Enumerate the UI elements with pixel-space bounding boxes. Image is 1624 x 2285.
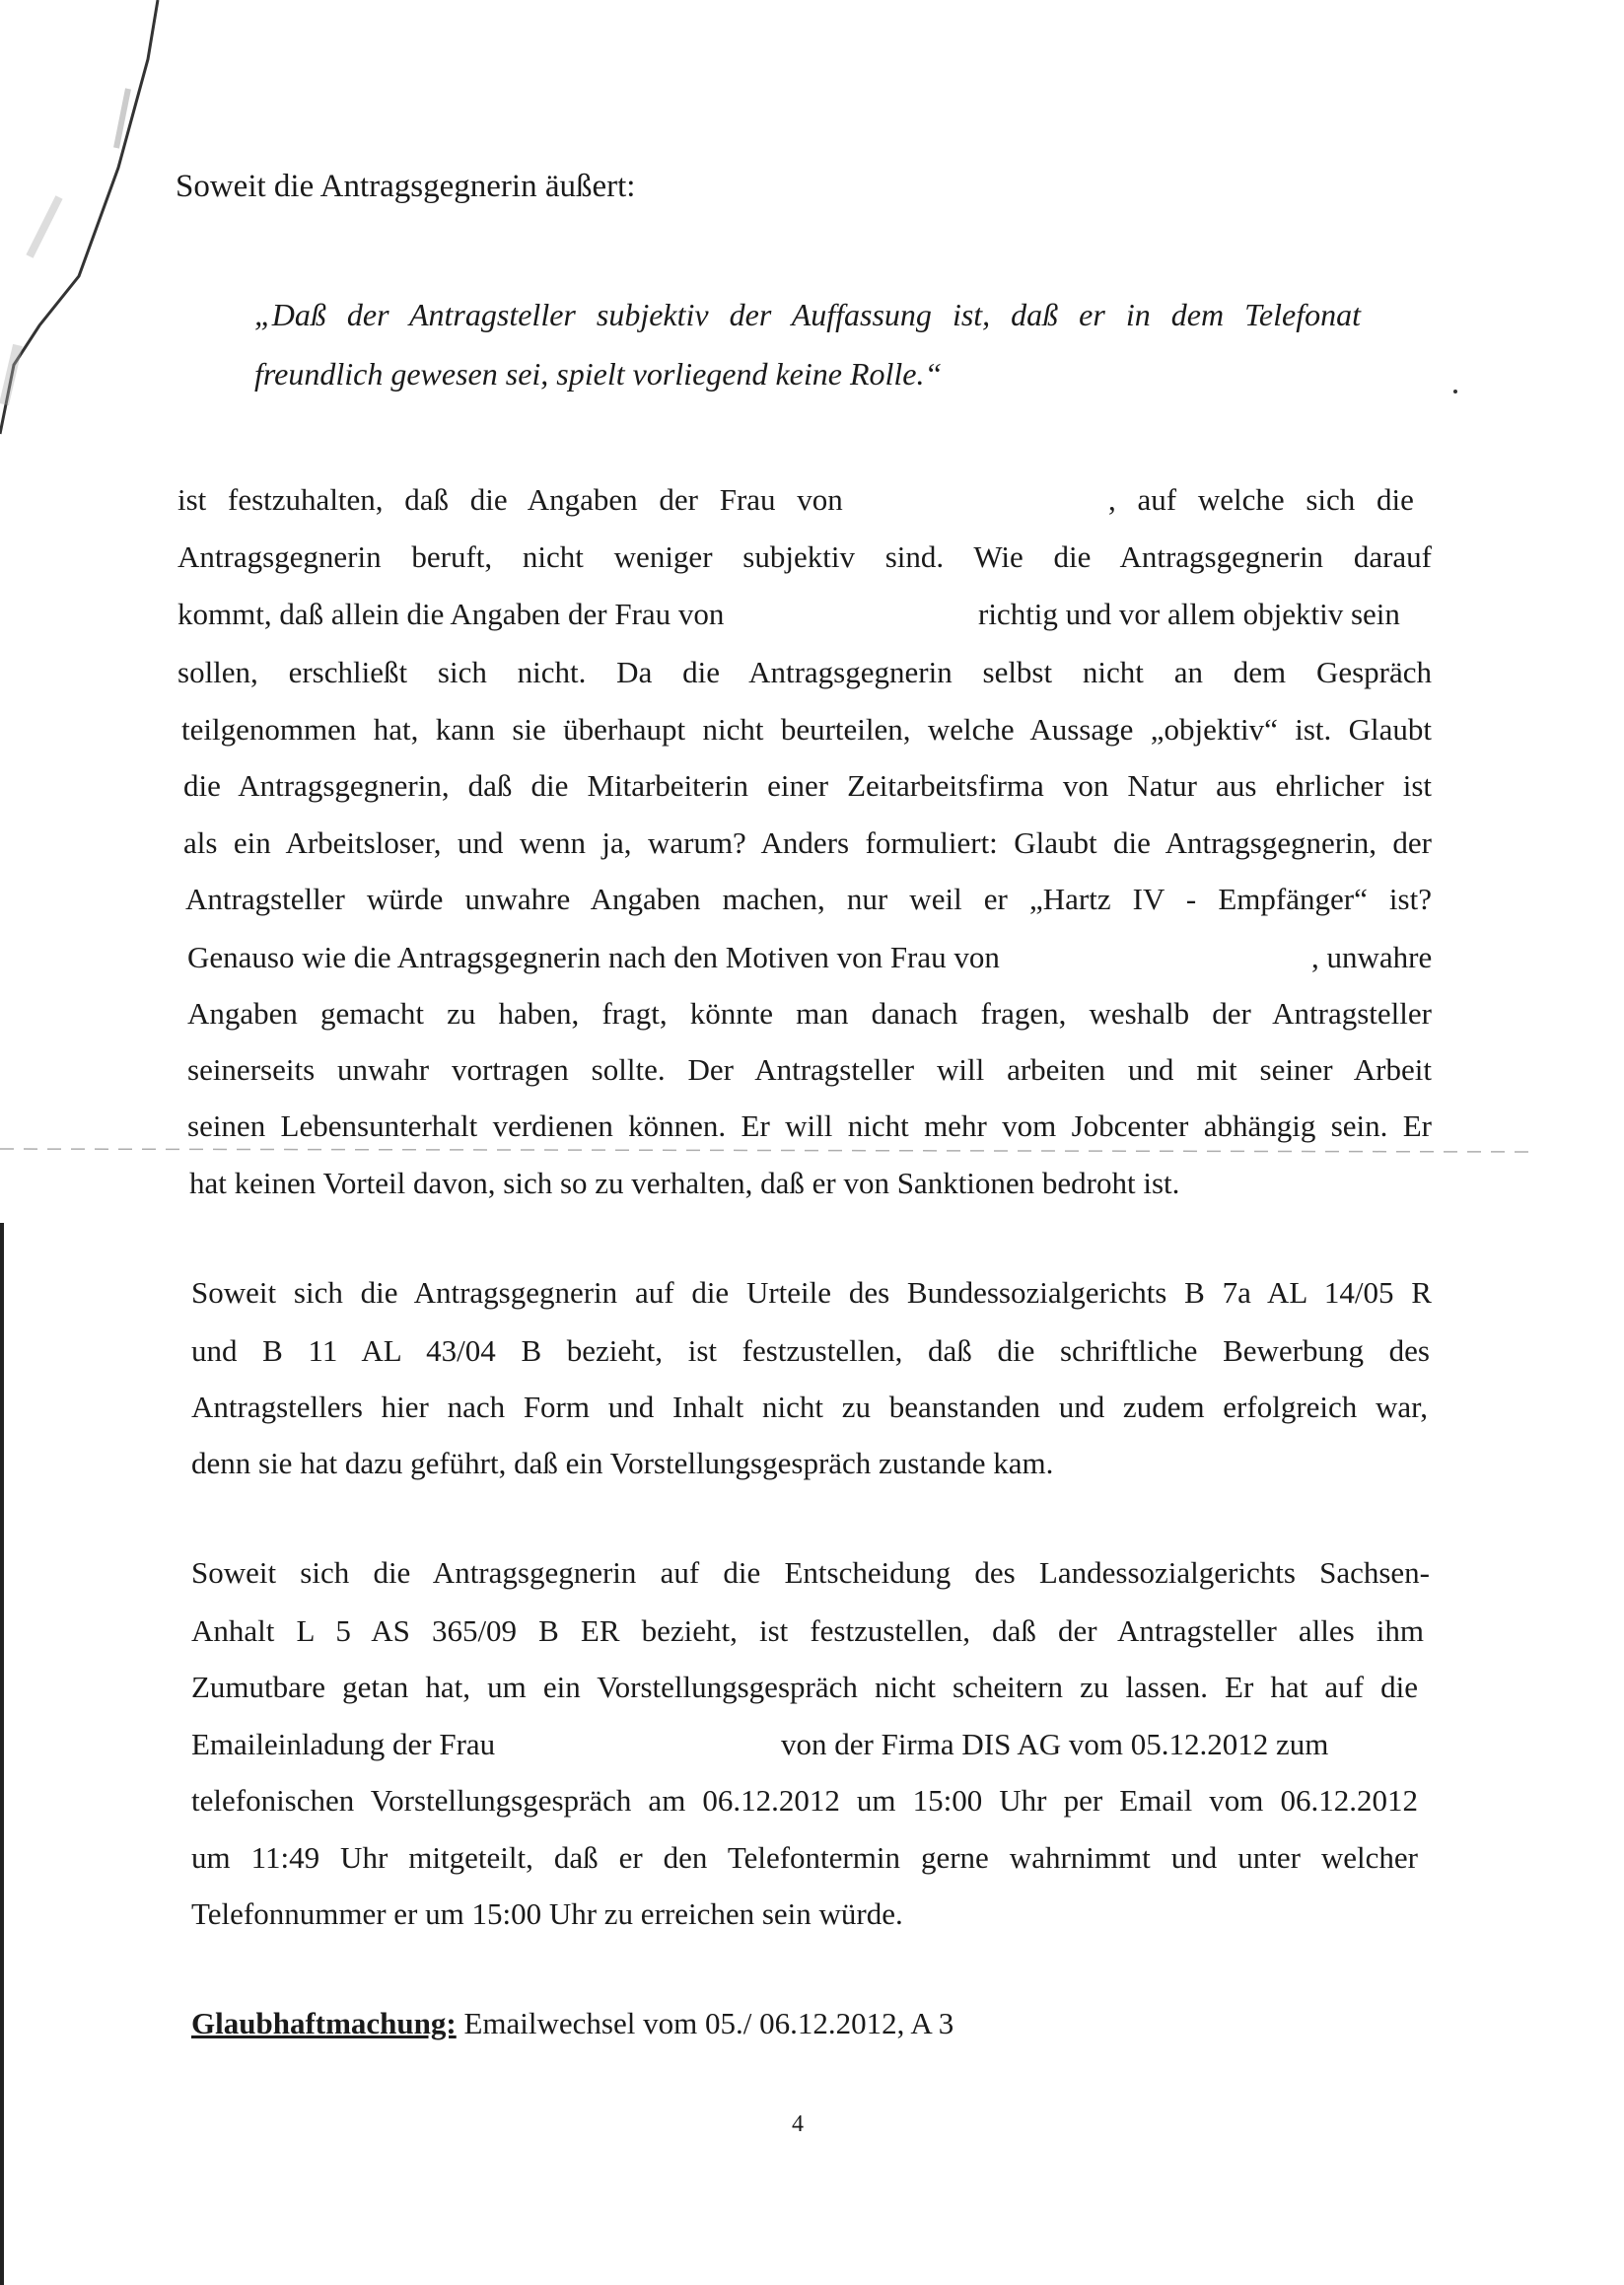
evidence-label: Glaubhaftmachung: — [191, 2006, 457, 2040]
evidence-text: Emailwechsel vom 05./ 06.12.2012, A 3 — [463, 2006, 954, 2040]
para3-line1: Soweit sich die Antragsgegnerin auf die Entscheidung des Landessozialgerichts Sachsen- — [191, 1555, 1430, 1590]
evidence-line — [191, 2008, 953, 2038]
para1-line5: teilgenommen hat, kann sie überhaupt nicht beurteilen, welche Aussage „objektiv“ ist. Glaubt — [181, 712, 1432, 747]
para1-line2: Antragsgegnerin beruft, nicht weniger subjektiv sind. Wie die Antragsgegnerin darauf — [177, 539, 1432, 574]
para1-line3-end: richtig und vor allem objektiv sein — [978, 597, 1400, 631]
para3-line5: telefonischen Vorstellungsgespräch am 06.12.2012 um 15:00 Uhr per Email vom 06.12.2012 — [191, 1783, 1418, 1818]
para2-line1: Soweit sich die Antragsgegnerin auf die Urteile des Bundessozialgerichts B 7a AL 14/05 R — [191, 1275, 1432, 1310]
para1-line1-start: ist festzuhalten, daß die Angaben der Frau von — [177, 482, 843, 517]
para3-line6: um 11:49 Uhr mitgeteilt, daß er den Telefontermin gerne wahrnimmt und unter welcher — [191, 1840, 1418, 1875]
page-number: 4 — [792, 2111, 804, 2137]
para1-line3-start: kommt, daß allein die Angaben der Frau von — [177, 597, 725, 631]
para2-line4: denn sie hat dazu geführt, daß ein Vorstellungsgespräch zustande kam. — [191, 1446, 1054, 1480]
para2-line2: und B 11 AL 43/04 B bezieht, ist festzustellen, daß die schriftliche Bewerbung des — [191, 1333, 1430, 1368]
quote-line-1: „Daß der Antragsteller subjektiv der Auffassung ist, daß er in dem Telefonat — [254, 297, 1361, 332]
para2-line3: Antragstellers hier nach Form und Inhalt nicht zu beanstanden und zudem erfolgreich war, — [191, 1390, 1428, 1424]
section-heading: Soweit die Antragsgegnerin äußert: — [176, 169, 636, 204]
para1-line9-end: , unwahre — [1311, 940, 1433, 974]
para1-line12: seinen Lebensunterhalt verdienen können. Er will nicht mehr vom Jobcenter abhängig sein. Er — [187, 1108, 1432, 1143]
para3-line4-start: Emaileinladung der Frau — [191, 1727, 496, 1761]
para1-line10: Angaben gemacht zu haben, fragt, könnte man danach fragen, weshalb der Antragsteller — [187, 996, 1432, 1031]
para3-line4-end: von der Firma DIS AG vom 05.12.2012 zum — [781, 1727, 1329, 1761]
para3-line3: Zumutbare getan hat, um ein Vorstellungsgespräch nicht scheitern zu lassen. Er hat auf die — [191, 1670, 1418, 1704]
para1-line13: hat keinen Vorteil davon, sich so zu verhalten, daß er von Sanktionen bedroht ist. — [189, 1166, 1180, 1200]
para3-line2: Anhalt L 5 AS 365/09 B ER bezieht, ist festzustellen, daß der Antragsteller alles ihm — [191, 1613, 1424, 1648]
para1-line8: Antragsteller würde unwahre Angaben machen, nur weil er „Hartz IV - Empfänger“ ist? — [185, 882, 1432, 916]
para1-line7: als ein Arbeitsloser, und wenn ja, warum? Anders formuliert: Glaubt die Antragsgegnerin, der — [183, 825, 1432, 860]
para1-line1-end: , auf welche sich die — [1108, 482, 1414, 517]
para1-line11: seinerseits unwahr vortragen sollte. Der Antragsteller will arbeiten und mit seiner Arbeit — [187, 1052, 1432, 1087]
para1-line6: die Antragsgegnerin, daß die Mitarbeiterin einer Zeitarbeitsfirma von Natur aus ehrlicher ist — [183, 768, 1432, 803]
quote-line-2: freundlich gewesen sei, spielt vorliegend keine Rolle.“ — [254, 356, 943, 392]
scan-dot — [1453, 390, 1457, 393]
para1-line4: sollen, erschließt sich nicht. Da die Antragsgegnerin selbst nicht an dem Gespräch — [177, 655, 1432, 689]
para3-line7: Telefonnummer er um 15:00 Uhr zu erreichen sein würde. — [191, 1896, 903, 1931]
para1-line9-start: Genauso wie die Antragsgegnerin nach den Motiven von Frau von — [187, 940, 1000, 974]
